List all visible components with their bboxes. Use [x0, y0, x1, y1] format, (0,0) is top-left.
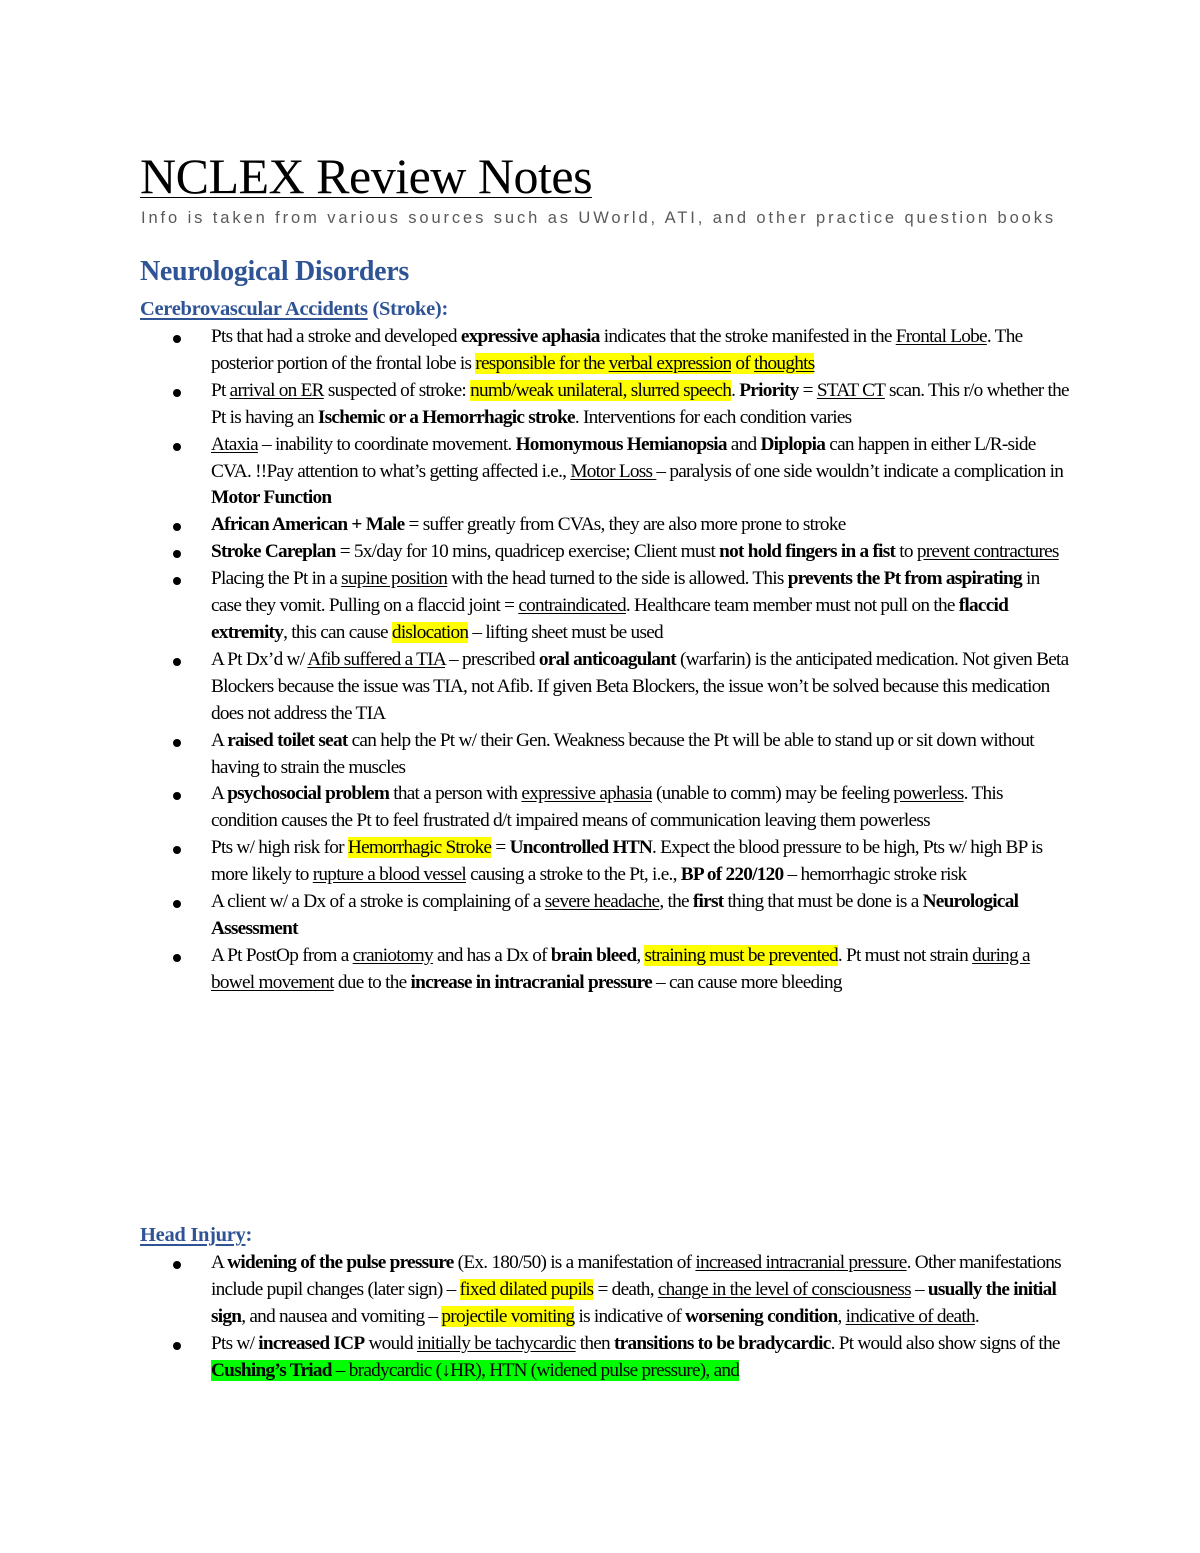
text-run: . [974, 1305, 979, 1327]
text-run: is indicative of [574, 1305, 686, 1327]
text-run: thing that must be done is a [723, 891, 923, 913]
text-run: can happen in either L/R-side CVA. !!Pay attention to what’s getting affected i.e., [211, 433, 1036, 482]
text-run: Placing the Pt in a [211, 568, 342, 590]
text-run: psychosocial problem [227, 783, 390, 805]
text-run: verbal expression [608, 352, 732, 374]
text-run: widening of the pulse pressure [227, 1252, 454, 1273]
text-run: . Pt must not strain [837, 944, 973, 966]
text-run: Homonymous Hemianopsia [515, 433, 727, 455]
text-run: – prescribed [444, 648, 539, 670]
text-run: Afib suffered a TIA [307, 648, 445, 670]
text-run: A [211, 1252, 228, 1273]
text-run: . Healthcare team member must not pull on the [625, 595, 959, 617]
text-run: expressive aphasia [460, 326, 600, 347]
text-run: then [575, 1332, 614, 1354]
text-run: STAT CT [816, 379, 885, 401]
text-run: suspected of stroke: [323, 379, 471, 401]
text-run: increased intracranial pressure [695, 1252, 907, 1273]
text-run: increased ICP [258, 1332, 365, 1354]
text-run: – can cause more bleeding [651, 971, 842, 993]
cva-list [211, 324, 1071, 997]
list-item [211, 512, 1071, 539]
text-run: oral anticoagulant [538, 648, 676, 670]
text-run: prevents the Pt from aspirating [787, 568, 1022, 590]
text-run: Uncontrolled HTN [509, 837, 653, 859]
list-item [211, 566, 1071, 647]
text-run: A Pt PostOp from a [211, 944, 353, 966]
document-title: NCLEX Review Notes [140, 148, 593, 204]
list-item [211, 889, 1071, 943]
text-run: – inability to coordinate movement. [257, 433, 516, 455]
text-run: – paralysis of one side wouldn’t indicate a complication in [656, 460, 1064, 482]
document-subtitle: Info is taken from various sources such as UWorld, ATI, and other practice question books [141, 209, 1057, 227]
text-run: . Interventions for each condition varies [574, 406, 852, 428]
text-run: powerless [893, 783, 964, 805]
text-run: supine position [341, 568, 448, 590]
text-run: Pts w/ high risk for [211, 837, 348, 859]
head-injury-heading [140, 1221, 252, 1249]
text-run: = 5x/day for 10 mins, quadricep exercise; Client must [335, 541, 720, 563]
text-run: increase in intracranial pressure [410, 971, 652, 993]
text-run: , [636, 944, 645, 966]
cva-heading [140, 295, 448, 323]
text-run: = [798, 379, 817, 401]
text-run: indicative of death [845, 1305, 975, 1327]
list-item [211, 1331, 1071, 1385]
text-run: can help the Pt w/ their Gen. Weakness because the Pt will be able to stand up or sit down without having to strain the muscles [211, 729, 1034, 778]
text-run: A [211, 783, 228, 805]
text-run: prevent contractures [916, 541, 1059, 563]
text-run: A [211, 729, 228, 751]
text-run: . Pt would also show signs of the [830, 1332, 1060, 1354]
text-run: with the head turned to the side is allowed. This [447, 568, 788, 590]
text-run: Frontal Lobe [895, 326, 987, 347]
text-run: severe headache [544, 891, 660, 913]
text-run: Neurological Assessment [211, 891, 1019, 939]
list-item [211, 378, 1071, 432]
text-run: – [910, 1278, 928, 1300]
text-run: – bradycardic (↓HR), HTN (widened pulse pressure), and [331, 1359, 740, 1381]
text-run: first [692, 891, 724, 913]
text-run: indicates that the stroke manifested in the [599, 326, 896, 347]
text-run: worsening condition [685, 1305, 838, 1327]
text-run: Motor Loss [570, 460, 657, 482]
text-run: initially be tachycardic [416, 1332, 576, 1354]
text-run: expressive aphasia [521, 783, 652, 805]
text-run: rupture a blood vessel [312, 864, 466, 886]
text-run: . This condition causes the Pt to feel frustrated d/t impaired means of communication leaving them powerless [211, 783, 1003, 832]
text-run: = [491, 837, 510, 859]
text-run: . The posterior portion of the frontal lobe is [211, 326, 1023, 374]
text-run: scan. This r/o whether the Pt is having an [211, 379, 1069, 428]
text-run: change in the level of consciousness [657, 1278, 911, 1300]
text-run: that a person with [389, 783, 522, 805]
text-run: – hemorrhagic stroke risk [783, 864, 967, 886]
text-run: , and nausea and vomiting – [241, 1305, 442, 1327]
section-heading: Neurological Disorders [140, 256, 409, 287]
text-run: Cushing’s Triad [211, 1359, 332, 1381]
text-run: Motor Function [211, 487, 332, 509]
text-run: Pt [211, 379, 230, 401]
text-run: . [731, 379, 740, 401]
text-run: dislocation [391, 621, 469, 643]
text-run: , [837, 1305, 846, 1327]
text-run: , the [659, 891, 693, 913]
text-run: African American + Male [211, 514, 405, 536]
text-run: projectile vomiting [441, 1305, 575, 1327]
text-run: numb/weak unilateral, slurred speech [470, 379, 732, 401]
list-item [211, 835, 1071, 889]
list-item [211, 728, 1071, 782]
text-run: Pts that had a stroke and developed [211, 326, 461, 347]
text-run: transitions to be bradycardic [613, 1332, 831, 1354]
text-run: arrival on ER [229, 379, 324, 401]
list-item [211, 647, 1071, 728]
list-item [211, 432, 1071, 513]
text-run: raised toilet seat [227, 729, 348, 751]
text-run: would [364, 1332, 417, 1354]
text-run: and [726, 433, 761, 455]
text-run: (Ex. 180/50) is a manifestation of [453, 1252, 696, 1273]
text-run: Ischemic or a Hemorrhagic stroke [317, 406, 575, 428]
text-run: fixed dilated pupils [459, 1278, 594, 1300]
head-injury-list [211, 1250, 1071, 1385]
text-run: craniotomy [352, 944, 433, 966]
text-run: responsible for the [475, 352, 609, 374]
text-run: Diplopia [760, 433, 826, 455]
cva-heading-link[interactable]: Cerebrovascular Accidents [140, 298, 368, 320]
text-run: brain bleed [550, 944, 637, 966]
list-item [211, 324, 1071, 378]
text-run: , this can cause [283, 621, 392, 643]
text-run: to [895, 541, 917, 563]
text-run: Priority [739, 379, 799, 401]
text-run: flaccid extremity [211, 595, 1009, 643]
list-item [211, 781, 1071, 835]
text-run: Stroke Careplan [211, 541, 336, 563]
text-run: = death, [593, 1278, 658, 1300]
text-run: BP of 220/120 [680, 864, 784, 886]
list-item [211, 943, 1071, 997]
text-run: thoughts [754, 352, 815, 374]
text-run: Hemorrhagic Stroke [347, 837, 492, 859]
text-run: due to the [333, 971, 411, 993]
text-run: straining must be prevented [644, 944, 838, 966]
list-item [211, 539, 1071, 566]
text-run: during a bowel movement [211, 944, 1030, 993]
text-run: . Expect the blood pressure to be high, Pts w/ high BP is more likely to [211, 837, 1043, 886]
text-run: . Other manifestations include pupil changes (later sign) – [211, 1252, 1061, 1300]
text-run: Ataxia [211, 433, 258, 455]
text-run: A Pt Dx’d w/ [211, 648, 308, 670]
text-run: Pts w/ [211, 1332, 259, 1354]
text-run: and has a Dx of [432, 944, 551, 966]
text-run: – lifting sheet must be used [468, 621, 663, 643]
text-run: = suffer greatly from CVAs, they are also more prone to stroke [404, 514, 846, 536]
head-injury-heading-rest: : [245, 1224, 253, 1246]
cva-heading-rest: (Stroke): [367, 298, 448, 320]
text-run: in case they vomit. Pulling on a flaccid joint = [211, 568, 1040, 617]
list-item [211, 1250, 1071, 1331]
text-run: A client w/ a Dx of a stroke is complaining of a [211, 891, 545, 913]
text-run: not hold fingers in a fist [719, 541, 896, 563]
text-run: contraindicated [518, 595, 626, 617]
text-run: causing a stroke to the Pt, i.e., [466, 864, 681, 886]
text-run: usually the initial sign [211, 1278, 1057, 1327]
head-injury-heading-link[interactable]: Head Injury [140, 1224, 246, 1246]
text-run: (unable to comm) may be feeling [651, 783, 894, 805]
text-run: of [731, 352, 755, 374]
text-run: (warfarin) is the anticipated medication. Not given Beta Blockers because the issue was TIA, not Afib. If given Beta Blockers, the issue won’t be solved because this medication does not address the TIA [211, 648, 1069, 724]
